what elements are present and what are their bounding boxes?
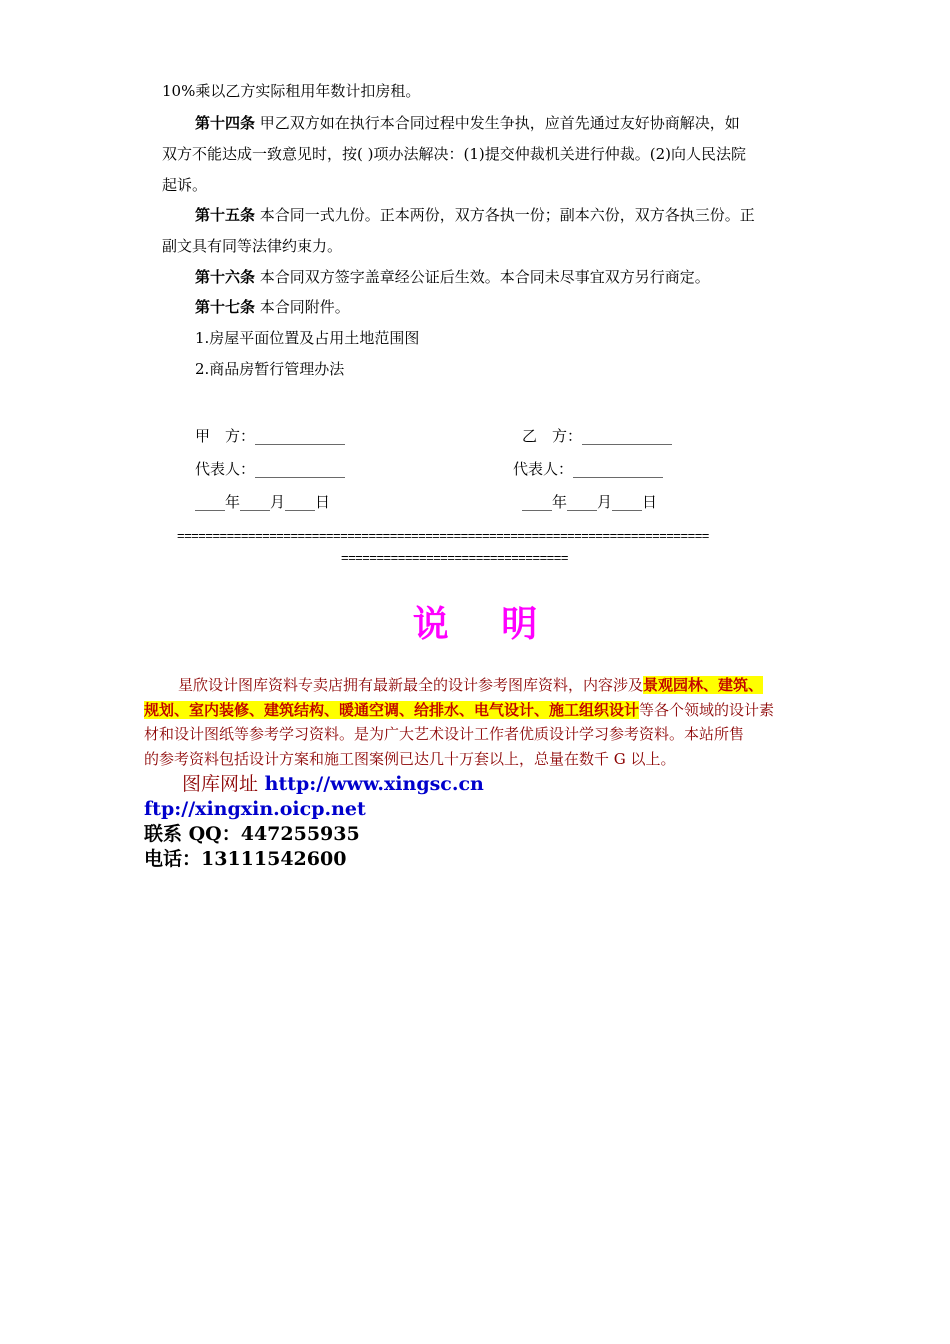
date-b-field: ____年____月____日	[522, 493, 658, 511]
phone-value: 13111542600	[201, 848, 347, 870]
notice-highlight: 规划、室内装修、建筑结构、暖通空调、给排水、电气设计、施工组织设计	[144, 701, 640, 719]
article-16	[195, 262, 812, 293]
notice-highlight: 景观园林、建筑、	[643, 676, 764, 694]
separator-line: ===========================================================================	[177, 528, 709, 543]
notice-title	[0, 596, 950, 647]
article-17-text: 本合同附件。	[259, 298, 350, 316]
phone-contact	[144, 847, 346, 872]
article-15	[195, 200, 812, 231]
qq-contact	[144, 822, 360, 847]
notice-title-char: 说	[412, 604, 449, 645]
attachment-item: 1.房屋平面位置及占用土地范围图	[195, 329, 420, 347]
qq-label: 联系 QQ：	[144, 823, 241, 845]
notice-desc-line: 材和设计图纸等参考学习资料。是为广大艺术设计工作者优质设计学习参考资料。本站所售	[144, 725, 745, 743]
gallery-link[interactable]: http://www.xingsc.cn	[264, 773, 484, 795]
article-14-text: 甲乙双方如在执行本合同过程中发生争执，应首先通过友好协商解决，如	[259, 114, 740, 132]
notice-desc-line	[178, 673, 826, 698]
article-14-cont: 双方不能达成一致意见时，按( )项办法解决：(1)提交仲裁机关进行仲裁。(2)向人民法院	[162, 145, 746, 163]
separator-line: ================================	[341, 550, 568, 565]
rep-a-field: 代表人：____________	[195, 460, 346, 478]
notice-title-char: 明	[501, 604, 538, 645]
rep-b-field: 代表人：____________	[513, 460, 664, 478]
notice-desc-line	[144, 698, 826, 723]
party-b-field: 乙 方：____________	[522, 427, 673, 445]
qq-value: 447255935	[240, 823, 360, 845]
article-15-cont: 副文具有同等法律约束力。	[162, 237, 343, 255]
contract-line: 10%乘以乙方实际租用年数计扣房租。	[162, 82, 421, 100]
date-a-field: ____年____月____日	[195, 493, 331, 511]
article-16-text: 本合同双方签字盖章经公证后生效。本合同未尽事宜双方另行商定。	[259, 268, 710, 286]
article-14	[195, 108, 812, 139]
attachment-item: 2.商品房暂行管理办法	[195, 360, 345, 378]
party-a-field: 甲 方：____________	[195, 427, 346, 445]
notice-desc-line: 的参考资料包括设计方案和施工图案例已达几十万套以上，总量在数千 G 以上。	[144, 750, 676, 768]
article-15-text: 本合同一式九份。正本两份，双方各执一份；副本六份，双方各执三份。正	[259, 206, 755, 224]
ftp-link[interactable]: ftp://xingxin.oicp.net	[144, 798, 366, 820]
article-14-cont: 起诉。	[162, 176, 208, 194]
gallery-label: 图库网址	[182, 773, 259, 795]
gallery-address	[182, 772, 484, 797]
article-14-label: 第十四条	[195, 114, 256, 132]
phone-label: 电话：	[144, 848, 202, 870]
article-16-label: 第十六条	[195, 268, 256, 286]
notice-desc-text: 等各个领域的设计素	[639, 701, 775, 719]
article-15-label: 第十五条	[195, 206, 256, 224]
article-17	[195, 292, 812, 323]
article-17-label: 第十七条	[195, 298, 256, 316]
notice-desc-text: 星欣设计图库资料专卖店拥有最新最全的设计参考图库资料，内容涉及	[178, 676, 644, 694]
